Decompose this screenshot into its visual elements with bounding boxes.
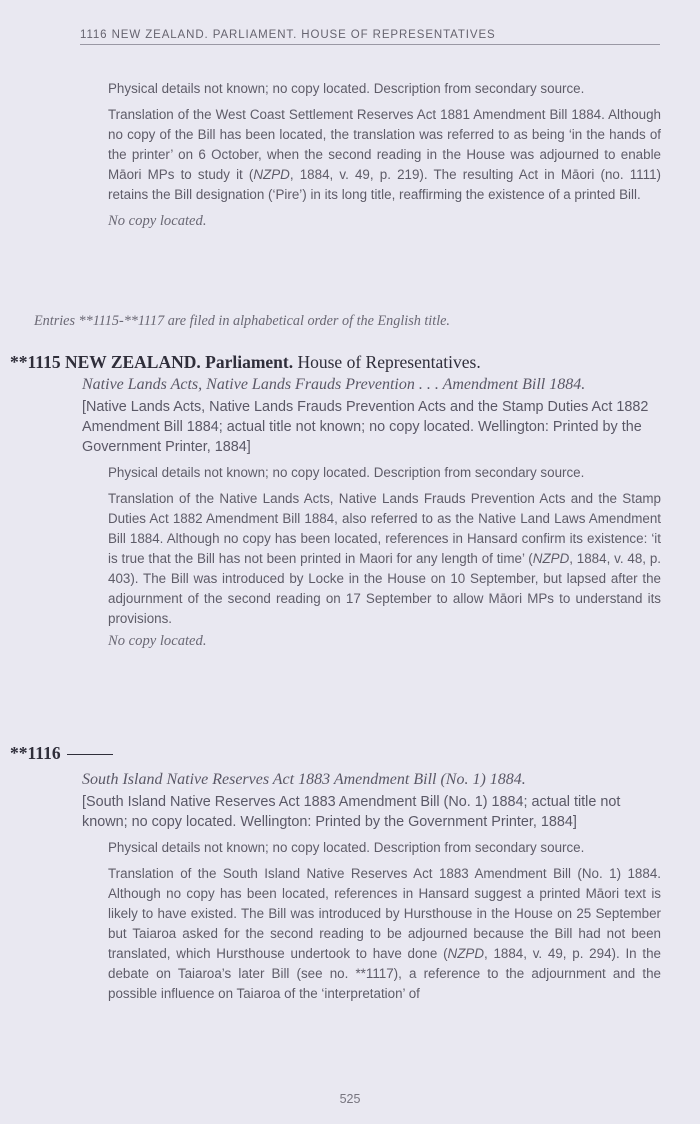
entry-imprint: [Native Lands Acts, Native Lands Frauds Prevention Acts and the Stamp Duties Act 1882 Amendment Bill 1884; actual title not known; no copy located. Wellington: Printed by the Government Printer, 1884] <box>82 399 649 455</box>
entry-title: Native Lands Acts, Native Lands Frauds Prevention . . . Amendment Bill 1884. <box>82 376 586 393</box>
entry-imprint: [South Island Native Reserves Act 1883 Amendment Bill (No. 1) 1884; actual title not known; no copy located. Wellington: Printed by the Government Printer, 1884] <box>82 794 621 830</box>
page-number: 525 <box>339 1092 361 1106</box>
entry-number: **1116 <box>10 743 61 763</box>
entry-1116-heading <box>10 743 113 764</box>
continued-entry <box>108 79 661 231</box>
physical-details: Physical details not known; no copy located. Description from secondary source. <box>108 465 585 480</box>
entry-title: South Island Native Reserves Act 1883 Amendment Bill (No. 1) 1884. <box>82 771 526 788</box>
entry-notes <box>82 838 661 1004</box>
no-copy-located: No copy located. <box>108 213 207 229</box>
entry-heading-bold: NEW ZEALAND. Parliament. <box>64 352 294 372</box>
entry-1116-body <box>82 770 661 1010</box>
translation-note: Translation of the West Coast Settlement Reserves Act 1881 Amendment Bill 1884. Although no copy of the Bill has been located, the translation was referred to as being ‘in the hands of the printer’ on 6 October, when the second reading in the House was adjourned to enable Māori MPs to study it (NZPD, 1884, v. 49, p. 219). The resulting Act in Māori (no. 1111) retains the Bill designation (‘Pire’) in its long title, reaffirming the existence of a printed Bill. <box>108 107 661 202</box>
entry-heading-rest: House of Representatives. <box>297 352 481 372</box>
physical-details: Physical details not known; no copy located. Description from secondary source. <box>108 840 585 855</box>
translation-note: Translation of the South Island Native Reserves Act 1883 Amendment Bill (No. 1) 1884. Although no copy has been located, references in Hansard suggest a printed Māori text is likely to have existed. The Bill was introduced by Hursthouse in the House on 25 September but Taiaroa asked for the second reading to be adjourned because the Bill had not been translated, which Hursthouse undertook to have done (NZPD, 1884, v. 49, p. 294). In the debate on Taiaroa’s later Bill (see no. **1117), a reference to the adjournment and the possible influence on Taiaroa of the ‘interpretation’ of <box>108 866 661 1001</box>
entry-1115-body <box>82 375 661 651</box>
physical-details: Physical details not known; no copy located. Description from secondary source. <box>108 81 585 96</box>
filing-note: Entries **1115-**1117 are filed in alphabetical order of the English title. <box>34 313 450 329</box>
entry-notes <box>82 463 661 651</box>
translation-note: Translation of the Native Lands Acts, Native Lands Frauds Prevention Acts and the Stamp Duties Act 1882 Amendment Bill 1884, also referred to as the Native Land Laws Amendment Bill 1884. Although no copy has been located, references in Hansard confirm its existence: ‘it is true that the Bill has not been printed in Maori for any length of time’ (NZPD, 1884, v. 48, p. 403). The Bill was introduced by Locke in the House on 10 September, but lapsed after the adjournment of the second reading on 17 September to allow Māori MPs to understand its provisions. <box>108 491 661 626</box>
entry-1115-heading <box>10 352 481 373</box>
running-header: 1116 NEW ZEALAND. PARLIAMENT. HOUSE OF REPRESENTATIVES <box>80 29 660 45</box>
repeat-heading-dash <box>67 754 113 755</box>
no-copy-located: No copy located. <box>108 633 207 649</box>
entry-number: **1115 <box>10 352 61 372</box>
